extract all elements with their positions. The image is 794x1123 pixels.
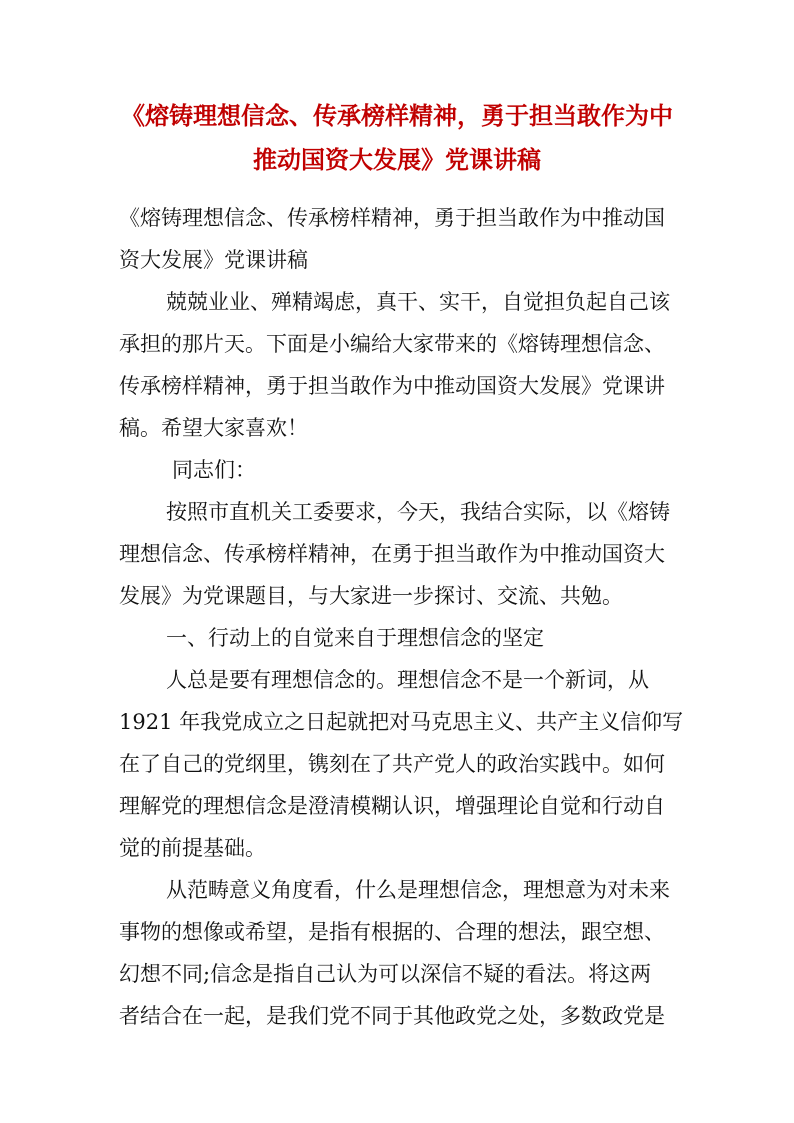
body-line: 承担的那片天。下面是小编给大家带来的《熔铸理想信念、 xyxy=(119,332,665,356)
body-line: 传承榜样精神，勇于担当敢作为中推动国资大发展》党课讲 xyxy=(119,374,665,398)
body-line: 事物的想像或希望，是指有根据的、合理的想法，跟空想、 xyxy=(119,920,665,944)
body-line: 理解党的理想信念是澄清模糊认识，增强理论自觉和行动自 xyxy=(119,794,665,818)
body-line: 人总是要有理想信念的。理想信念不是一个新词，从 xyxy=(166,668,649,692)
salutation: 同志们： xyxy=(172,458,256,482)
body-line: 1921 年我党成立之日起就把对马克思主义、共产主义信仰写 xyxy=(119,710,684,734)
body-line: 者结合在一起，是我们党不同于其他政党之处，多数政党是 xyxy=(119,1004,665,1028)
body-line: 理想信念、传承榜样精神，在勇于担当敢作为中推动国资大 xyxy=(119,542,665,566)
body-line: 按照市直机关工委要求，今天，我结合实际，以《熔铸 xyxy=(166,500,670,524)
body-line: 从范畴意义角度看，什么是理想信念，理想意为对未来 xyxy=(166,878,670,902)
body-line: 在了自己的党纲里，镌刻在了共产党人的政治实践中。如何 xyxy=(119,752,665,776)
section-heading: 一、行动上的自觉来自于理想信念的坚定 xyxy=(166,626,544,650)
body-line: 发展》为党课题目，与大家进一步探讨、交流、共勉。 xyxy=(119,584,623,608)
body-line: 兢兢业业、殚精竭虑，真干、实干，自觉担负起自己该 xyxy=(166,290,670,314)
body-line: 《熔铸理想信念、传承榜样精神，勇于担当敢作为中推动国 xyxy=(119,206,665,230)
document-title-line-1: 《熔铸理想信念、传承榜样精神，勇于担当敢作为中 xyxy=(121,101,673,130)
body-line: 资大发展》党课讲稿 xyxy=(119,248,308,272)
body-line: 幻想不同;信念是指自己认为可以深信不疑的看法。将这两 xyxy=(119,962,652,986)
body-line: 稿。希望大家喜欢！ xyxy=(119,416,308,440)
body-line: 觉的前提基础。 xyxy=(119,836,266,860)
document-title-line-2: 推动国资大发展》党课讲稿 xyxy=(253,145,541,174)
